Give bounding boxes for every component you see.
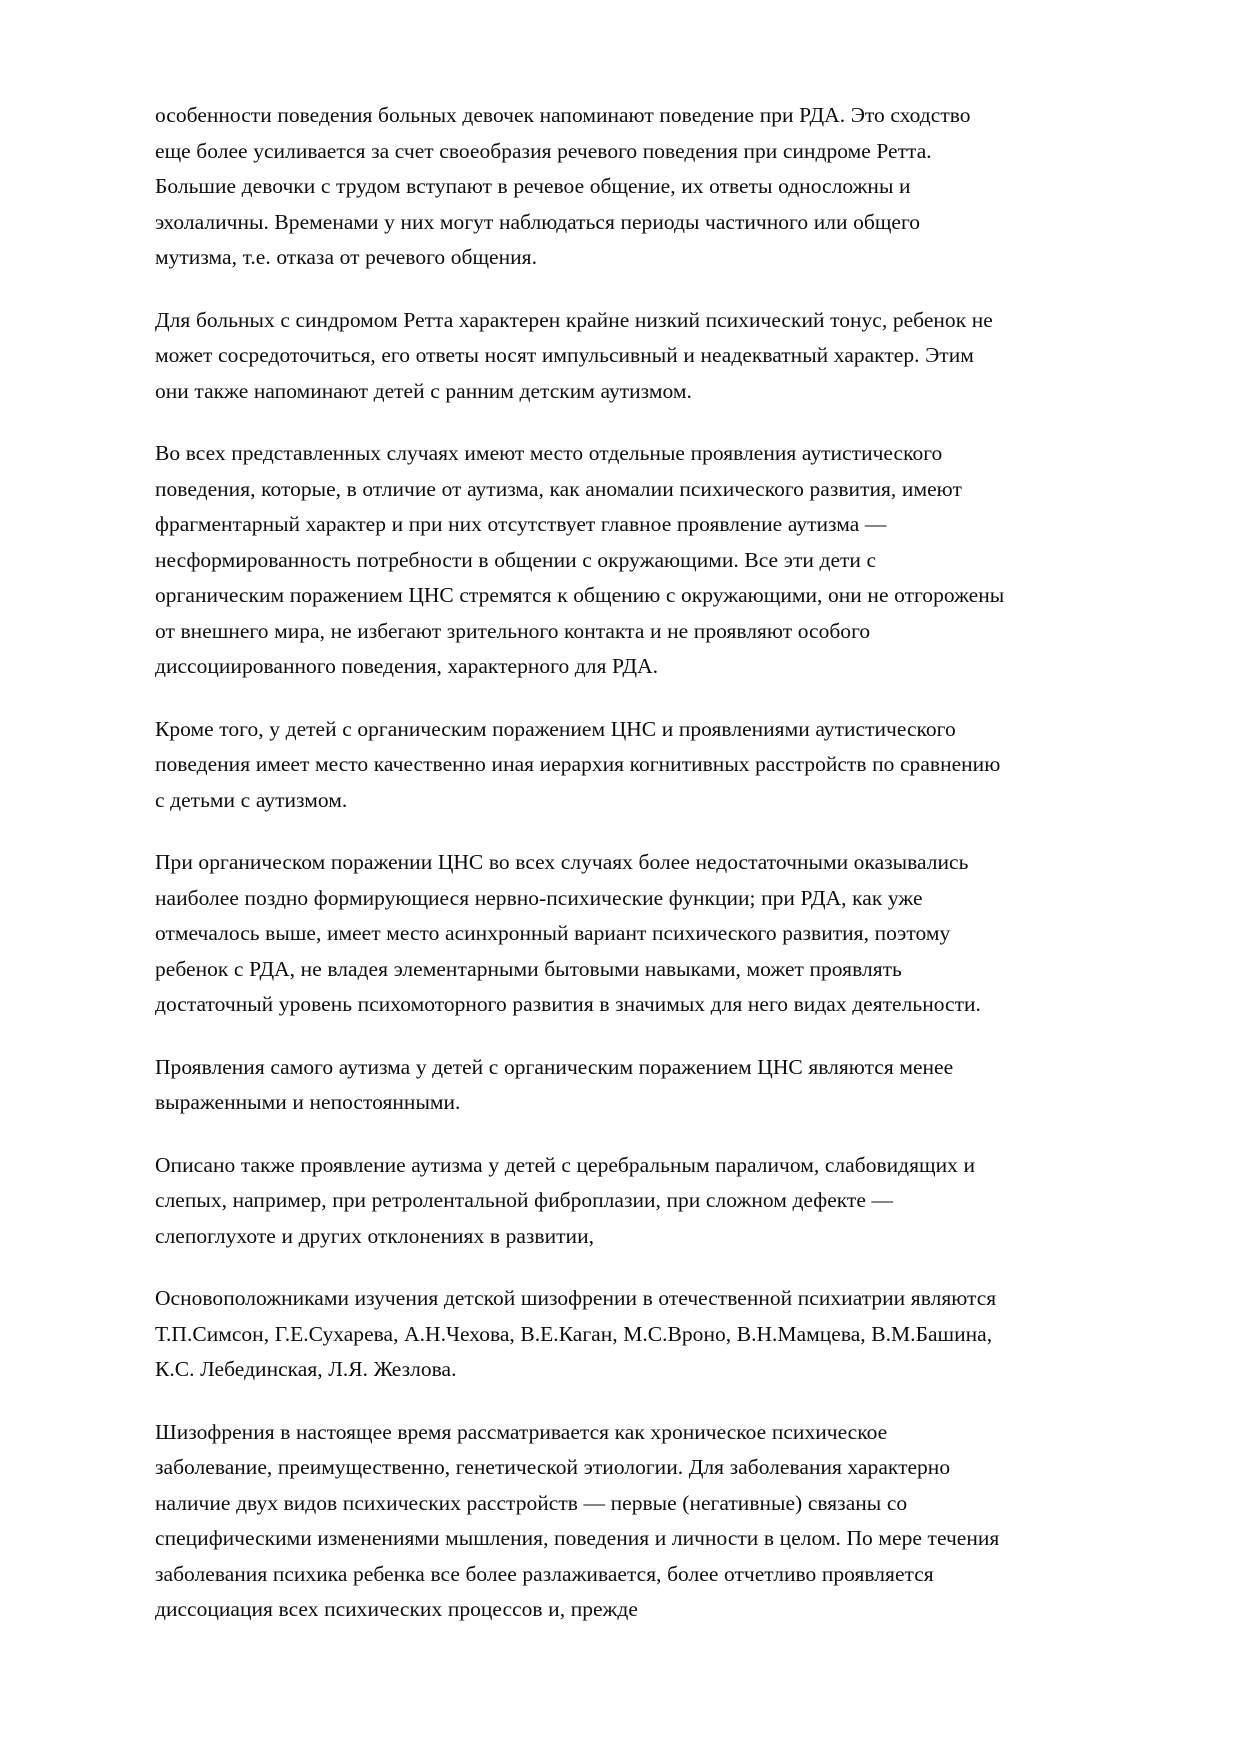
paragraph-7: Описано также проявление аутизма у детей с церебральным параличом, слабовидящих и слепых, например, при ретролентальной фиброплазии, при сложном дефекте — слепоглухоте и других отклонениях в развитии, [155,1152,976,1248]
paragraph-3: Во всех представленных случаях имеют место отдельные проявления аутистического поведения, которые, в отличие от аутизма, как аномалии психического развития, имеют фрагментарный характер и при них отсутствует главное проявление аутизма — несформированность потребности в общении с окружающими. Все эти дети с органическим поражением ЦНС стремятся к общению с окружающими, они не отгорожены от внешнего мира, не избегают зрительного контакта и не проявляют особого диссоциированного поведения, характерного для РДА. [155,441,1005,678]
paragraph-4: Кроме того, у детей с органическим поражением ЦНС и проявлениями аутистического поведения имеет место качественно иная иерархия когнитивных расстройств по сравнению с детьми с аутизмом. [155,716,1001,812]
body-text-column [155,98,1007,1628]
paragraph-1: особенности поведения больных девочек напоминают поведение при РДА. Это сходство еще более усиливается за счет своеобразия речевого поведения при синдроме Ретта. Большие девочки с трудом вступают в речевое общение, их ответы односложны и эхолаличны. Временами у них могут наблюдаться периоды частичного или общего мутизма, т.е. отказа от речевого общения. [155,103,971,269]
paragraph-8: Основоположниками изучения детской шизофрении в отечественной психиатрии являются Т.П.Симсон, Г.Е.Сухарева, А.Н.Чехова, В.Е.Каган, М.С.Вроно, В.Н.Мамцева, В.М.Башина, К.С. Лебединская, Л.Я. Жезлова. [155,1286,997,1381]
paragraph-6: Проявления самого аутизма у детей с органическим поражением ЦНС являются менее выраженными и непостоянными. [155,1054,954,1114]
paragraph-5: При органическом поражении ЦНС во всех случаях более недостаточными оказывались наиболее поздно формирующиеся нервно-психические функции; при РДА, как уже отмечалось выше, имеет место асинхронный вариант психического развития, поэтому ребенок с РДА, не владея элементарными бытовыми навыками, может проявлять достаточный уровень психомоторного развития в значимых для него видах деятельности. [155,850,981,1016]
paragraph-2: Для больных с синдромом Ретта характерен крайне низкий психический тонус, ребенок не может сосредоточиться, его ответы носят импульсивный и неадекватный характер. Этим они также напоминают детей с ранним детским аутизмом. [155,307,993,403]
paragraph-9: Шизофрения в настоящее время рассматривается как хроническое психическое заболевание, преимущественно, генетической этиологии. Для заболевания характерно наличие двух видов психических расстройств — первые (негативные) связаны со специфическими изменениями мышления, поведения и личности в целом. По мере течения заболевания психика ребенка все более разлаживается, более отчетливо проявляется диссоциация всех психических процессов и, прежде [155,1419,1000,1621]
